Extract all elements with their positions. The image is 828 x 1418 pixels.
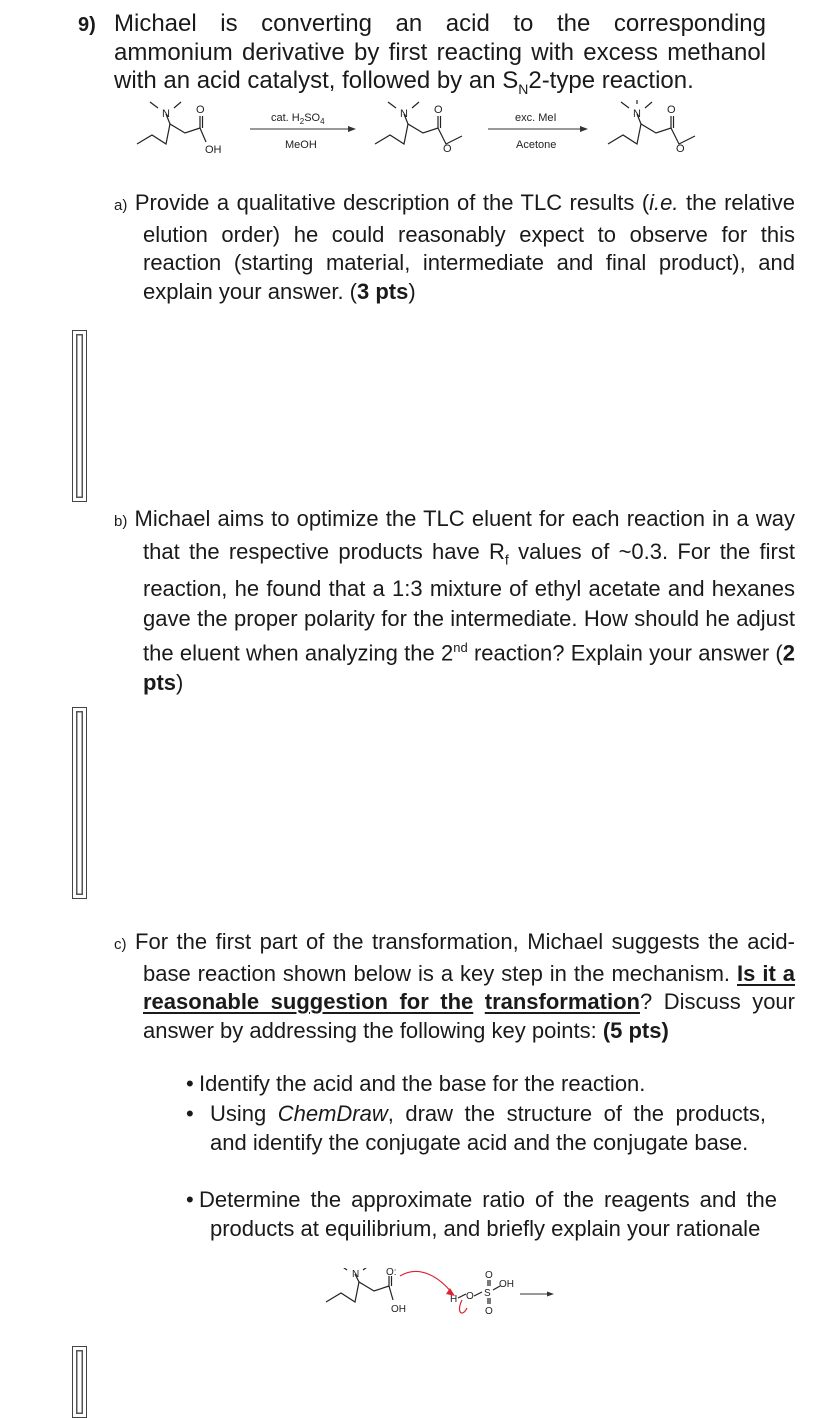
answer-box-c[interactable] (72, 1346, 87, 1418)
molecule-2-backbone (375, 124, 462, 144)
atom-oh-1: OH (205, 144, 222, 156)
bullet-dot-3: • (186, 1187, 194, 1212)
mech-atom-o-top: O (485, 1270, 493, 1281)
atom-o-5: O (676, 143, 685, 155)
bullet-2: Using ChemDraw, draw the structure of the products, and identify the conjugate acid and the conjugate base. (210, 1101, 767, 1155)
mech-atom-n: N (352, 1269, 360, 1280)
atom-n-2: N (400, 108, 408, 120)
mech-atom-o-bottom: O (485, 1306, 493, 1317)
step1-reagent-label: cat. $H_2SO_4$ (271, 112, 325, 126)
bullet-dot-2: • (186, 1101, 194, 1126)
mechanism-scheme (0, 1268, 828, 1348)
molecule-3-backbone (608, 124, 695, 144)
bullet-3: Determine the approximate ratio of the reagents and the products at equilibrium, and briefly explain your rationale (199, 1187, 777, 1241)
step1-solvent-label: MeOH (285, 139, 317, 151)
answer-box-a[interactable] (72, 330, 87, 502)
part-b: b) Michael aims to optimize the TLC eluent for each reaction in a way that the respective products have $R_f$ values of ~0.3. For the first reaction, he found that a 1:3 mixture of ethyl acetate and hexanes gave the proper polarity for the intermediate. How should he adjust the eluent when analyzing the 2nd reaction? Explain your answer (2 pts) (114, 506, 795, 696)
mech-atom-oh: OH (391, 1304, 406, 1315)
mech-atom-oh-sulfuric: OH (499, 1279, 514, 1290)
mech-atom-h: H (450, 1294, 458, 1305)
molecule-1-backbone (137, 124, 200, 144)
step2-solvent-label: Acetone (516, 139, 557, 151)
atom-o-2: O (434, 104, 443, 116)
question-text (114, 10, 766, 103)
electron-arrow-1 (400, 1271, 452, 1293)
mech-atom-o-lone-pair: O: (386, 1268, 397, 1278)
part-c-label: c) (114, 936, 127, 953)
question-number: 9) (78, 14, 96, 36)
bullet-1: Identify the acid and the base for the reaction. (199, 1071, 646, 1096)
question-line-1: Michael is converting an acid to the corresponding (114, 10, 766, 37)
step2-reagent-label: exc. MeI (515, 112, 557, 124)
mech-atom-s: S (484, 1288, 491, 1299)
reaction-scheme (0, 100, 828, 170)
part-a-label: a) (114, 197, 128, 214)
atom-o-3: O (443, 143, 452, 155)
part-b-label: b) (114, 513, 128, 530)
answer-box-b[interactable] (72, 707, 87, 899)
mech-atom-o: O (466, 1291, 474, 1302)
bullet-dot-1: • (186, 1071, 194, 1096)
mechanism-acid-backbone (326, 1282, 389, 1302)
atom-n-3: N (633, 108, 641, 120)
question-line-3: with an acid catalyst, followed by an $S_N2$-type reaction. (114, 67, 694, 97)
atom-n-1: N (162, 108, 170, 120)
part-c: c) For the first part of the transformation, Michael suggests the acid-base reaction shown below is a key step in the mechanism. Is it a reasonable suggestion for the transformation? Discuss your answer by addressing the following key points: (5 pts) (114, 929, 796, 1043)
part-a: a) Provide a qualitative description of the TLC results (i.e. the relative elution order) he could reasonably expect to observe for this reaction (starting material, intermediate and final product), and explain your answer. (3 pts) (114, 190, 795, 304)
question-line-2: ammonium derivative by first reacting with excess methanol (114, 38, 766, 66)
atom-o-4: O (667, 104, 676, 116)
atom-o-1: O (196, 104, 205, 116)
